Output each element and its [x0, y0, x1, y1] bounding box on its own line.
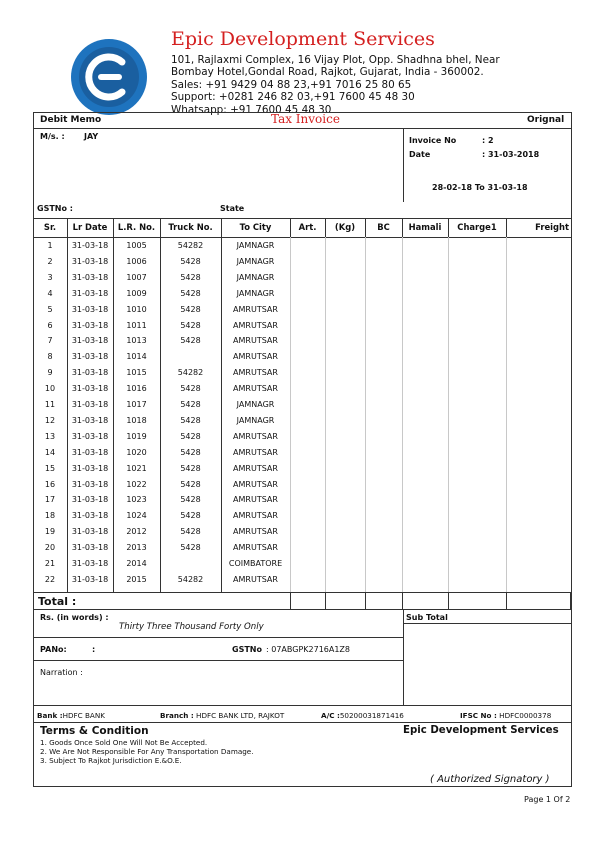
table-cell: 5428: [180, 495, 201, 505]
table-cell: 5428: [180, 527, 201, 537]
divider: [506, 218, 507, 592]
table-cell: 5428: [180, 463, 201, 473]
table-cell: 31-03-18: [71, 447, 109, 457]
term-3: 3. Subject To Rajkot Jurisdiction E.&O.E.: [40, 756, 182, 765]
table-cell: 2014: [126, 559, 147, 568]
table-cell: 31-03-18: [71, 479, 109, 489]
table-cell: 31-03-18: [71, 527, 109, 537]
divider: [402, 592, 403, 609]
table-cell: AMRUTSAR: [233, 384, 278, 394]
table-cell: JAMNAGR: [236, 256, 275, 266]
table-cell: 31-03-18: [71, 304, 109, 314]
table-cell: 1006: [126, 256, 147, 266]
column-header: Art.: [298, 222, 317, 232]
table-cell: 22: [44, 574, 56, 584]
terms-title: Terms & Condition: [40, 725, 149, 737]
divider: [365, 592, 366, 609]
column-header: Lr Date: [72, 222, 108, 232]
term-1: 1. Goods Once Sold One Will Not Be Accepted.: [40, 738, 208, 747]
gstno-footer-label: GSTNo: [232, 645, 262, 654]
table-cell: 31-03-18: [71, 241, 109, 250]
branch-info: [160, 711, 284, 720]
table-cell: 31-03-18: [71, 415, 109, 425]
column-header: Freight: [535, 222, 569, 232]
divider: [325, 592, 326, 609]
divider: [448, 218, 449, 237]
table-cell: 5428: [180, 447, 201, 457]
table-cell: 31-03-18: [71, 511, 109, 521]
ifsc-code: HDFC0000378: [499, 711, 552, 720]
column-header: Truck No.: [168, 222, 213, 232]
table-cell: JAMNAGR: [236, 400, 275, 409]
table-cell: 54282: [177, 574, 204, 584]
column-header: To City: [239, 222, 272, 232]
table-cell: AMRUTSAR: [233, 527, 278, 537]
table-cell: 5428: [180, 431, 201, 441]
table-cell: 7: [47, 336, 53, 346]
table-cell: 31-03-18: [71, 495, 109, 505]
table-cell: 9: [47, 368, 53, 378]
table-cell: COIMBATORE: [228, 559, 283, 568]
table-cell: 1015: [126, 368, 147, 378]
divider: [570, 592, 571, 609]
whatsapp-phone: Whatsapp: +91 7600 45 48 30: [171, 103, 332, 116]
customer-name: JAY: [84, 132, 99, 141]
billing-period: 28-02-18 To 31-03-18: [432, 183, 528, 192]
table-cell: 1021: [126, 463, 147, 473]
term-2: 2. We Are Not Responsible For Any Transportation Damage.: [40, 747, 254, 756]
divider: [33, 637, 403, 638]
date-label: Date: [409, 150, 431, 159]
table-cell: 54282: [177, 241, 204, 250]
table-cell: 2013: [126, 543, 147, 553]
table-cell: 16: [44, 479, 56, 489]
address-line-1: 101, Rajlaxmi Complex, 16 Vijay Plot, Opp. Shadhna bhel, Near: [171, 54, 500, 66]
invoice-no-label: Invoice No: [409, 136, 457, 145]
table-cell: 31-03-18: [71, 256, 109, 266]
table-cell: 5428: [180, 288, 201, 298]
table-cell: AMRUTSAR: [233, 479, 278, 489]
account-info: [321, 711, 404, 720]
table-cell: 31-03-18: [71, 368, 109, 378]
table-cell: 1019: [126, 431, 147, 441]
table-cell: AMRUTSAR: [233, 368, 278, 378]
table-cell: 5428: [180, 304, 201, 314]
table-cell: 4: [47, 288, 53, 298]
table-cell: 31-03-18: [71, 384, 109, 394]
table-cell: 1024: [126, 511, 147, 521]
table-cell: 1011: [126, 320, 147, 330]
table-cell: 5428: [180, 320, 201, 330]
divider: [365, 218, 366, 592]
divider: [33, 722, 572, 723]
table-cell: AMRUTSAR: [233, 431, 278, 441]
column-header: Sr.: [43, 222, 57, 232]
gstno-value: : 07ABGPK2716A1Z8: [266, 645, 350, 654]
table-cell: 31-03-18: [71, 272, 109, 282]
table-cell: 13: [44, 431, 56, 441]
divider: [290, 218, 291, 237]
table-cell: AMRUTSAR: [233, 304, 278, 314]
ac-label: A/C :: [321, 711, 340, 720]
epic-logo-icon: [70, 38, 148, 116]
column-header: BC: [377, 222, 390, 232]
divider: [113, 218, 114, 237]
divider: [67, 218, 68, 237]
divider: [221, 218, 222, 237]
authorized-signatory: ( Authorized Signatory ): [430, 774, 550, 785]
table-cell: JAMNAGR: [236, 272, 275, 282]
branch-label: Branch :: [160, 711, 194, 720]
column-header: Charge1: [457, 222, 497, 232]
divider: [290, 218, 291, 592]
gstno-label: GSTNo :: [37, 204, 73, 213]
page-number: Page 1 Of 2: [524, 795, 571, 804]
table-cell: 1007: [126, 272, 147, 282]
table-cell: 1017: [126, 400, 147, 409]
table-cell: 21: [44, 559, 56, 568]
divider: [33, 128, 572, 129]
column-header: (Kg): [334, 222, 356, 232]
table-cell: 5428: [180, 543, 201, 553]
divider: [325, 218, 326, 237]
table-cell: JAMNAGR: [236, 415, 275, 425]
table-cell: 31-03-18: [71, 543, 109, 553]
table-cell: 11: [44, 400, 56, 409]
table-cell: AMRUTSAR: [233, 543, 278, 553]
subtotal-label: Sub Total: [406, 613, 448, 622]
table-cell: AMRUTSAR: [233, 463, 278, 473]
bank-info: [37, 711, 105, 720]
table-cell: 1010: [126, 304, 147, 314]
table-cell: 2: [47, 256, 53, 266]
table-cell: 1013: [126, 336, 147, 346]
table-cell: 31-03-18: [71, 352, 109, 362]
divider: [403, 623, 572, 624]
divider: [402, 218, 403, 237]
table-cell: AMRUTSAR: [233, 320, 278, 330]
table-cell: 3: [47, 272, 53, 282]
table-cell: 5428: [180, 511, 201, 521]
table-cell: 31-03-18: [71, 336, 109, 346]
table-cell: 31-03-18: [71, 574, 109, 584]
ifsc-info: [460, 711, 551, 720]
divider: [448, 592, 449, 609]
invoice-title: Tax Invoice: [271, 112, 340, 126]
divider: [33, 609, 572, 610]
table-cell: 2012: [126, 527, 147, 537]
sales-phone: Sales: +91 9429 04 88 23,+91 7016 25 80 65: [171, 78, 412, 91]
table-cell: JAMNAGR: [236, 241, 275, 250]
divider: [506, 218, 507, 237]
table-cell: 1005: [126, 241, 147, 250]
divider: [402, 218, 403, 592]
table-cell: AMRUTSAR: [233, 511, 278, 521]
total-label: Total :: [38, 595, 77, 608]
invoice-date: : 31-03-2018: [482, 150, 540, 159]
table-cell: 31-03-18: [71, 288, 109, 298]
table-cell: 5428: [180, 272, 201, 282]
table-cell: 31-03-18: [71, 320, 109, 330]
table-cell: 1: [47, 241, 53, 250]
table-cell: 19: [44, 527, 56, 537]
invoice-no: : 2: [482, 136, 494, 145]
narration-label: Narration :: [40, 668, 83, 677]
table-cell: AMRUTSAR: [233, 574, 278, 584]
divider: [448, 218, 449, 592]
bank-name: HDFC BANK: [62, 711, 105, 720]
support-phone: Support: +0281 246 82 03,+91 7600 45 48 30: [171, 91, 415, 104]
divider: [403, 128, 404, 202]
ms-label: M/s. :: [40, 132, 65, 141]
pano-value: :: [92, 645, 96, 654]
table-cell: AMRUTSAR: [233, 447, 278, 457]
address-line-2: Bombay Hotel,Gondal Road, Rajkot, Gujarat, India - 360002.: [171, 66, 484, 79]
divider: [33, 660, 403, 661]
column-header: Hamali: [408, 222, 442, 232]
table-cell: 5: [47, 304, 53, 314]
table-cell: 5428: [180, 479, 201, 489]
table-cell: 5428: [180, 415, 201, 425]
table-cell: AMRUTSAR: [233, 352, 278, 362]
table-cell: 20: [44, 543, 56, 553]
table-cell: 8: [47, 352, 53, 362]
table-cell: 5428: [180, 336, 201, 346]
divider: [33, 592, 572, 593]
table-cell: 10: [44, 384, 56, 394]
branch-name: HDFC BANK LTD, RAJKOT: [196, 711, 285, 720]
words-label: Rs. (in words) :: [40, 613, 109, 622]
table-cell: 31-03-18: [71, 400, 109, 409]
company-address: [171, 54, 500, 116]
table-cell: AMRUTSAR: [233, 495, 278, 505]
memo-label: Debit Memo: [40, 115, 102, 125]
divider: [33, 705, 572, 706]
table-cell: 54282: [177, 368, 204, 378]
table-cell: 18: [44, 511, 56, 521]
pano-label: PANo:: [40, 645, 67, 654]
table-cell: 1016: [126, 384, 147, 394]
table-cell: 17: [44, 495, 56, 505]
table-cell: 1022: [126, 479, 147, 489]
table-cell: 5428: [180, 400, 201, 409]
table-cell: 6: [47, 320, 53, 330]
table-cell: 1014: [126, 352, 147, 362]
table-cell: 31-03-18: [71, 559, 109, 568]
table-cell: 12: [44, 415, 56, 425]
column-header: L.R. No.: [117, 222, 156, 232]
divider: [325, 218, 326, 592]
table-cell: JAMNAGR: [236, 288, 275, 298]
table-cell: AMRUTSAR: [233, 336, 278, 346]
amount-in-words: Thirty Three Thousand Forty Only: [119, 622, 264, 632]
ac-number: 50200031871416: [339, 711, 404, 720]
table-cell: 1020: [126, 447, 147, 457]
divider: [290, 592, 291, 609]
ifsc-label: IFSC No :: [460, 711, 497, 720]
table-cell: 5428: [180, 384, 201, 394]
table-cell: 14: [44, 447, 56, 457]
table-cell: 31-03-18: [71, 431, 109, 441]
table-cell: 31-03-18: [71, 463, 109, 473]
company-name: Epic Development Services: [171, 28, 435, 50]
table-cell: 1023: [126, 495, 147, 505]
state-label: State: [220, 204, 245, 213]
table-cell: 15: [44, 463, 56, 473]
table-cell: 1018: [126, 415, 147, 425]
divider: [160, 218, 161, 237]
divider: [506, 592, 507, 609]
table-cell: 5428: [180, 256, 201, 266]
company-sign-name: Epic Development Services: [403, 725, 559, 736]
bank-label: Bank :: [37, 711, 63, 720]
divider: [365, 218, 366, 237]
table-cell: 2015: [126, 574, 147, 584]
table-cell: 1009: [126, 288, 147, 298]
copy-label: Orignal: [527, 115, 565, 125]
